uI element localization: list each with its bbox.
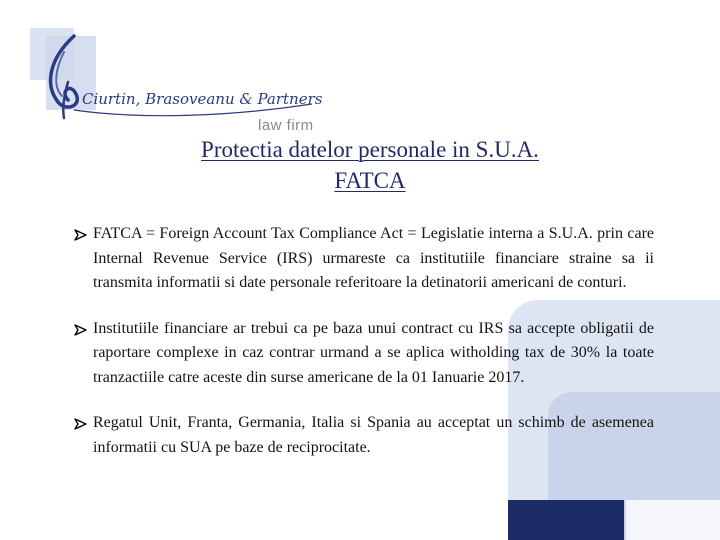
arrow-bullet-icon xyxy=(74,324,87,336)
logo-tagline: law firm xyxy=(258,117,314,134)
logo-firm-name: Ciurtin, Brasoveanu & Partners xyxy=(82,90,323,108)
bullet-list xyxy=(74,222,654,481)
decor-white-gap xyxy=(626,500,720,540)
bullet-item-2 xyxy=(74,317,654,391)
bullet-text: Regatul Unit, Franta, Germania, Italia si Spania au acceptat un schimb de asemenea informatii cu SUA pe baze de reciprocitate. xyxy=(93,414,654,456)
bullet-text: FATCA = Foreign Account Tax Compliance Act = Legislatie interna a S.U.A. prin care Internal Revenue Service (IRS) urmareste ca institutiile financiare straine sa ii transmita informatii si date personale referitoare la detinatorii americani de conturi. xyxy=(93,225,654,291)
bullet-item-1 xyxy=(74,222,654,296)
bullet-item-3 xyxy=(74,411,654,460)
arrow-bullet-icon xyxy=(74,418,87,430)
bullet-text: Institutiile financiare ar trebui ca pe baza unui contract cu IRS sa accepte obligatii de raportare complexe in caz contrar urmand a se aplica witholding tax de 30% la toate tranzactiile catre aceste din surse americane de la 01 Ianuarie 2017. xyxy=(93,319,654,386)
title-line-2: FATCA xyxy=(334,168,406,193)
decor-navy-block xyxy=(508,500,624,540)
arrow-bullet-icon xyxy=(74,229,87,241)
title-line-1: Protectia datelor personale in S.U.A. xyxy=(201,137,539,162)
page-title xyxy=(0,134,720,196)
